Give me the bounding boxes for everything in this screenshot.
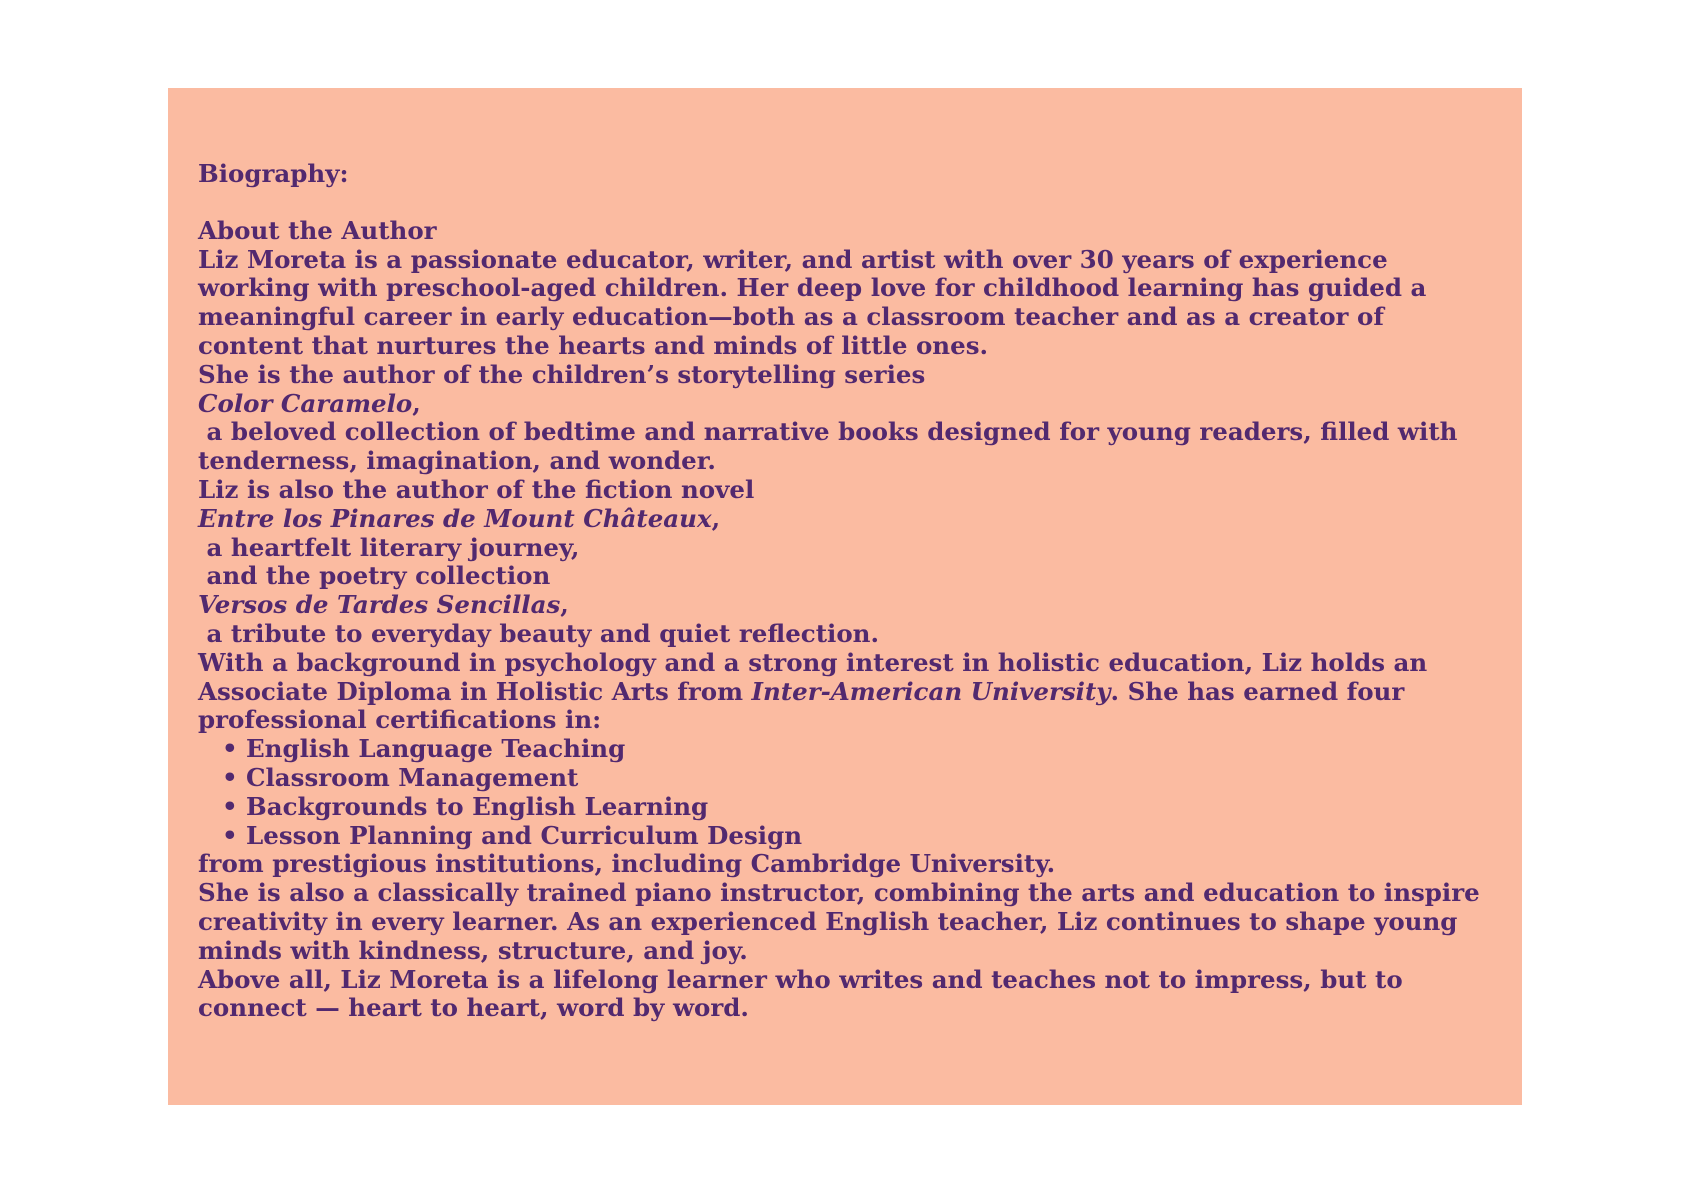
bullet: • [222,734,238,764]
poetry-intro: and the poetry collection [198,561,551,591]
background-paragraph [198,649,1492,735]
background-text-end: . She has earned four professional certifications in: [198,676,1413,735]
certification-label: Lesson Planning and Curriculum Design [246,820,803,850]
series-title-line [198,390,1492,419]
novel-title: Entre los Pinares de Mount Châteaux [198,503,712,533]
poetry-title: Versos de Tardes Sencillas [198,590,561,620]
background-text: With a background in psychology and a strong interest in holistic education, Liz holds an Associate Diploma in Holistic Arts from [198,647,1436,706]
certification-label: Backgrounds to English Learning [246,791,709,821]
university-name: Inter-American University [751,676,1111,706]
bullet: • [222,762,238,792]
closing-paragraph: Above all, Liz Moreta is a lifelong learner who writes and teaches not to impress, but to connect — heart to heart, word by word. [198,964,1412,1023]
piano-paragraph: She is also a classically trained piano instructor, combining the arts and education to inspire creativity in every learner. As an experienced English teacher, Liz continues to shape young minds with kindness, structure, and joy. [198,878,1489,965]
certification-list [198,735,1492,850]
certification-label: English Language Teaching [246,734,626,764]
list-item [222,820,1492,851]
intro-paragraph: Liz Moreta is a passionate educator, writer, and artist with over 30 years of experience working with preschool-aged children. Her deep love for childhood learning has guided a meaningful career in early education—both as a classroom teacher and as a creator of content that nurtures the hearts and minds of little ones. [198,244,1435,360]
list-item [222,762,1492,793]
certification-label: Classroom Management [246,762,579,792]
comma: , [412,388,421,418]
comma: , [711,503,721,533]
institutions-line: from prestigious institutions, including Cambridge University. [198,849,1056,879]
novel-title-line [198,505,1492,534]
about-author-heading: About the Author [198,215,437,245]
biography-heading: Biography: [198,159,349,188]
bullet: • [222,791,238,821]
comma: , [560,590,569,620]
spacer [198,189,1492,217]
bullet: • [222,820,238,850]
list-item [222,734,1492,764]
series-intro: She is the author of the children’s storytelling series [198,359,926,389]
novel-description: a heartfelt literary journey, [198,532,580,562]
series-description: a beloved collection of bedtime and narrative books designed for young readers, filled with tenderness, imagination, and wonder. [198,417,1466,476]
poetry-title-line [198,591,1492,620]
list-item [222,791,1492,822]
biography-card [168,88,1522,1105]
poetry-description: a tribute to everyday beauty and quiet reflection. [198,618,880,648]
novel-intro: Liz is also the author of the fiction novel [198,474,755,504]
series-title: Color Caramelo [198,388,413,418]
